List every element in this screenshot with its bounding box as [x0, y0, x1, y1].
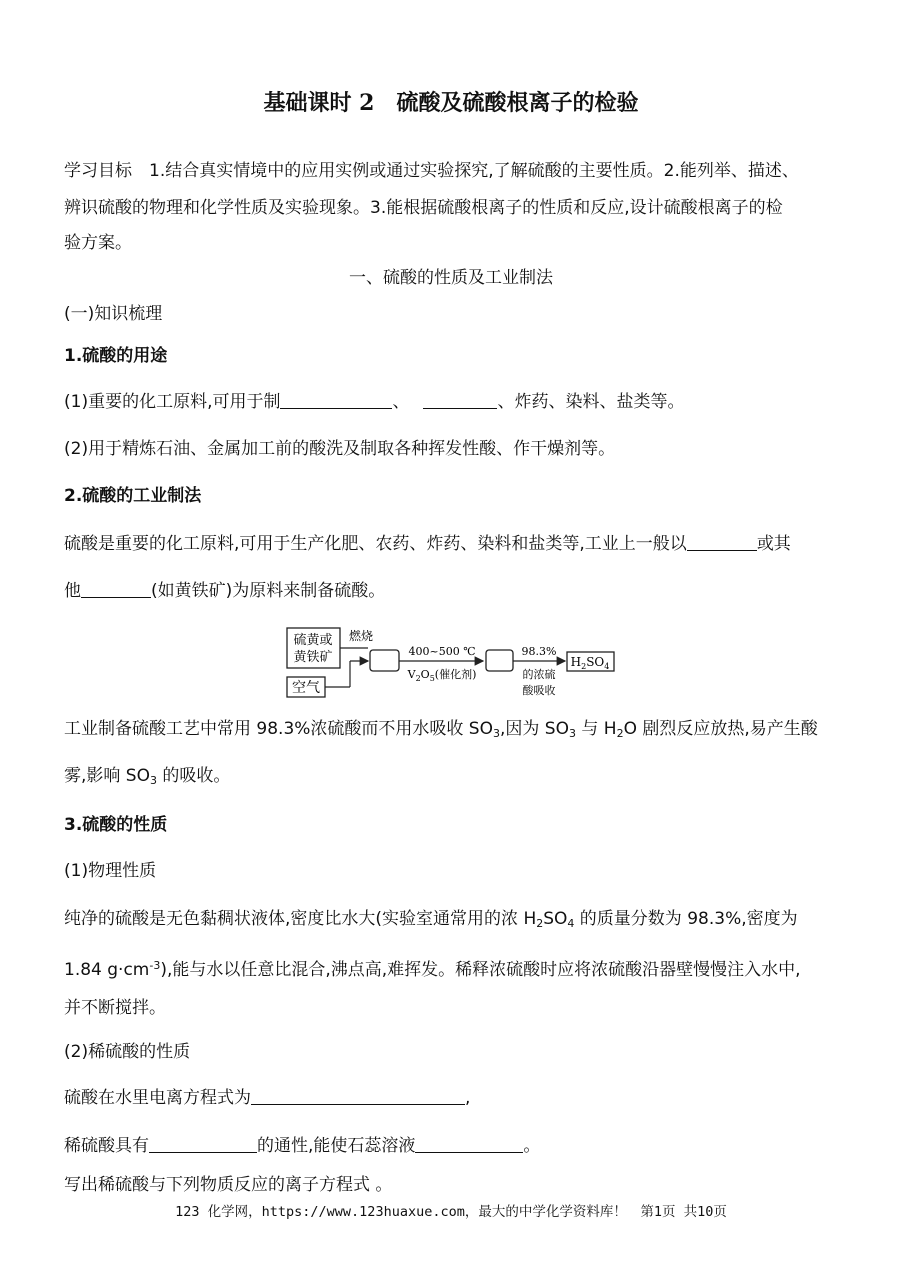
physical-text: 纯净的硫酸是无色黏稠状液体,密度比水大(实验室通常用的浓 H — [64, 909, 537, 929]
combustion-label: 燃烧 — [348, 629, 374, 643]
objectives-line-3: 验方案。 — [64, 233, 132, 253]
common-text: 。 — [523, 1136, 541, 1156]
furnace-box — [370, 650, 399, 671]
industrial-heading: 2.硫酸的工业制法 — [64, 486, 202, 506]
ionization-text: , — [465, 1088, 471, 1108]
absorb-note-text: 工业制备硫酸工艺中常用 98.3%浓硫酸而不用水吸收 SO — [64, 719, 493, 739]
section-heading: 一、硫酸的性质及工业制法 — [349, 268, 553, 288]
objectives-line-2: 辨识硫酸的物理和化学性质及实验现象。3.能根据硫酸根离子的性质和反应,设计硫酸根离子的检 — [64, 198, 783, 218]
physical-line-3: 并不断搅拌。 — [64, 998, 166, 1018]
subscript: 3 — [149, 774, 157, 787]
absorption-label-line-2: 的浓硫 — [522, 668, 556, 681]
absorb-note-line-2 — [64, 765, 230, 792]
subscript: 2 — [616, 727, 624, 740]
objectives-line-1: 学习目标 1.结合真实情境中的应用实例或通过实验探究,了解硫酸的主要性质。2.能列举、描述、 — [64, 161, 799, 181]
absorb-note-line-1 — [64, 718, 818, 745]
fill-blank[interactable] — [251, 1087, 465, 1105]
subsection-heading: (一)知识梳理 — [64, 304, 163, 324]
uses-item-1-text-c: 、炸药、染料、盐类等。 — [497, 392, 685, 412]
subscript: 3 — [492, 727, 500, 740]
air-label: 空气 — [292, 680, 320, 696]
physical-line-1 — [64, 908, 798, 935]
source-label-line-1: 硫黄或 — [293, 633, 333, 648]
uses-item-1-text-b: 、 — [392, 392, 410, 412]
subscript: 3 — [568, 727, 576, 740]
source-label-line-2: 黄铁矿 — [293, 650, 333, 665]
catalysis-catalyst: $V_2O_5$(催化剂) — [407, 668, 477, 683]
physical-text: 的质量分数为 98.3%,密度为 — [574, 909, 798, 929]
physical-text: SO — [543, 909, 568, 929]
common-properties-line — [64, 1135, 540, 1157]
fill-blank[interactable] — [415, 1135, 523, 1153]
page-footer: 123 化学网，https://www.123huaxue.com，最大的中学化学资料库！ 第1页 共10页 — [175, 1204, 727, 1220]
physical-heading: (1)物理性质 — [64, 861, 157, 881]
absorption-label-line-3: 酸吸收 — [522, 684, 556, 697]
uses-item-2: (2)用于精炼石油、金属加工前的酸洗及制取各种挥发性酸、作干燥剂等。 — [64, 439, 616, 459]
industrial-line-2-text-a: 他 — [64, 581, 81, 601]
industrial-line-2-text-b: (如黄铁矿)为原料来制备硫酸。 — [151, 581, 386, 601]
dilute-heading: (2)稀硫酸的性质 — [64, 1042, 191, 1062]
properties-heading: 3.硫酸的性质 — [64, 815, 168, 835]
industrial-line-1-text-a: 硫酸是重要的化工原料,可用于生产化肥、农药、炸药、染料和盐类等,工业上一般以 — [64, 534, 687, 554]
industrial-line-1-text-b: 或其 — [756, 534, 791, 554]
absorb-note-text: ,因为 SO — [499, 719, 569, 739]
absorb-note-text: 雾,影响 SO — [64, 766, 150, 786]
uses-heading: 1.硫酸的用途 — [64, 346, 168, 366]
uses-item-1-text-a: (1)重要的化工原料,可用于制 — [64, 392, 281, 412]
write-equation-prompt: 写出稀硫酸与下列物质反应的离子方程式 。 — [64, 1175, 393, 1195]
page-title: 基础课时 2 硫酸及硫酸根离子的检验 — [263, 90, 639, 116]
physical-line-2 — [64, 955, 801, 981]
absorption-label-line-1: 98.3% — [521, 645, 557, 658]
subscript: 2 — [536, 917, 544, 930]
fill-blank[interactable] — [149, 1135, 257, 1153]
absorb-note-text: 与 H — [575, 719, 617, 739]
common-text: 稀硫酸具有 — [64, 1136, 149, 1156]
ionization-line — [64, 1087, 470, 1109]
common-text: 的通性,能使石蕊溶液 — [257, 1136, 416, 1156]
converter-box — [486, 650, 513, 671]
ionization-text: 硫酸在水里电离方程式为 — [64, 1088, 251, 1108]
physical-text: 1.84 g·cm — [64, 960, 150, 980]
product-label: $H_2SO_4$ — [570, 655, 610, 671]
catalysis-temperature: 400~500 ℃ — [408, 645, 476, 658]
superscript: -3 — [149, 959, 161, 972]
subscript: 4 — [567, 917, 575, 930]
absorb-note-text: O 剧烈反应放热,易产生酸 — [623, 719, 818, 739]
physical-text: ),能与水以任意比混合,沸点高,难挥发。稀释浓硫酸时应将浓硫酸沿器壁慢慢注入水中, — [160, 960, 801, 980]
absorb-note-text: 的吸收。 — [156, 766, 231, 786]
